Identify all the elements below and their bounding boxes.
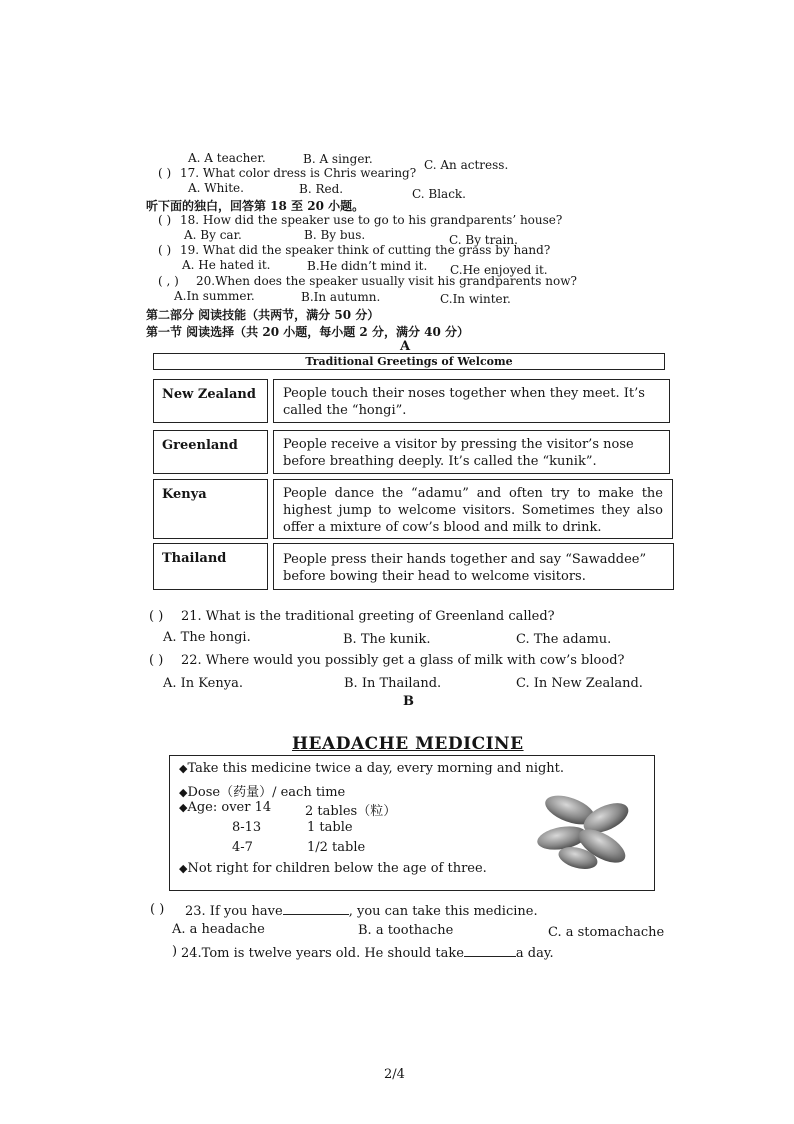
q22-answer-bracket[interactable]: ( ) bbox=[149, 653, 164, 668]
diamond-bullet-icon: ◆ bbox=[179, 762, 188, 775]
q18-answer-bracket[interactable]: ( ) bbox=[158, 213, 172, 227]
diamond-bullet-icon: ◆ bbox=[179, 801, 188, 814]
q22-option-a: A. In Kenya. bbox=[163, 676, 243, 691]
dose-amount-4-7: 1/2 table bbox=[307, 840, 366, 855]
q24-answer-bracket[interactable]: ) bbox=[172, 944, 178, 959]
q21-question: 21. What is the traditional greeting of Greenland called? bbox=[181, 609, 555, 624]
q20-option-b: B.In autumn. bbox=[301, 290, 381, 304]
instruction-line-dose: ◆Dose（药量）/ each time bbox=[179, 785, 346, 800]
q20-answer-bracket[interactable]: ( , ) bbox=[158, 274, 179, 288]
instruction-18-20: 听下面的独白，回答第 18 至 20 小题。 bbox=[146, 199, 365, 213]
q16-option-c: C. An actress. bbox=[424, 158, 509, 172]
age-range-8-13: 8-13 bbox=[232, 820, 262, 835]
pills-image bbox=[532, 790, 644, 874]
q18-option-c: C. By train. bbox=[449, 233, 518, 247]
q23-option-a: A. a headache bbox=[172, 922, 265, 937]
q18-option-a: A. By car. bbox=[184, 228, 242, 242]
country-cell-kenya: Kenya bbox=[153, 479, 268, 539]
q19-option-b: B.He didn’t mind it. bbox=[307, 259, 428, 273]
greeting-cell-new-zealand: People touch their noses together when they meet. It’s called the “hongi”. bbox=[273, 379, 670, 423]
q24-question: 24.Tom is twelve years old. He should take a day. bbox=[181, 946, 554, 961]
country-cell-thailand: Thailand bbox=[153, 543, 268, 590]
greeting-cell-thailand: People press their hands together and say “Sawaddee” before bowing their head to welcome visitors. bbox=[273, 543, 674, 590]
q21-answer-bracket[interactable]: ( ) bbox=[149, 609, 164, 624]
instruction-line-frequency: ◆Take this medicine twice a day, every morning and night. bbox=[179, 761, 565, 776]
dose-amount-8-13: 1 table bbox=[307, 820, 353, 835]
q24-answer-blank[interactable] bbox=[464, 944, 516, 957]
q20-question: 20.When does the speaker usually visit his grandparents now? bbox=[196, 274, 577, 288]
q23-answer-bracket[interactable]: ( ) bbox=[150, 902, 165, 917]
q19-question: 19. What did the speaker think of cutting the grass by hand? bbox=[180, 243, 551, 257]
q16-option-a: A. A teacher. bbox=[188, 151, 266, 165]
greeting-cell-kenya: People dance the “adamu” and often try to make the highest jump to welcome visitors. Sometimes they also offer a mixture of cow’s blood and milk to drink. bbox=[273, 479, 673, 539]
q17-option-a: A. White. bbox=[188, 181, 244, 195]
q19-option-c: C.He enjoyed it. bbox=[450, 263, 548, 277]
passage-b-letter: B bbox=[403, 694, 414, 709]
q23-option-c: C. a stomachache bbox=[548, 925, 665, 940]
diamond-bullet-icon: ◆ bbox=[179, 862, 188, 875]
country-cell-greenland: Greenland bbox=[153, 430, 268, 474]
q23-question: 23. If you have , you can take this medicine. bbox=[185, 904, 538, 919]
dose-amount-over-14: 2 tables（粒） bbox=[305, 804, 397, 819]
part2-heading: 第二部分 阅读技能（共两节，满分 50 分） bbox=[146, 308, 380, 322]
age-range-4-7: 4-7 bbox=[232, 840, 253, 855]
q18-question: 18. How did the speaker use to go to his grandparents’ house? bbox=[180, 213, 563, 227]
q23-answer-blank[interactable] bbox=[283, 902, 349, 915]
country-cell-new-zealand: New Zealand bbox=[153, 379, 268, 423]
instruction-line-age-limit: ◆Not right for children below the age of three. bbox=[179, 861, 487, 876]
q23-option-b: B. a toothache bbox=[358, 923, 454, 938]
q22-question: 22. Where would you possibly get a glass of milk with cow’s blood? bbox=[181, 653, 625, 668]
part2-section1-heading: 第一节 阅读选择（共 20 小题，每小题 2 分，满分 40 分） bbox=[146, 325, 469, 339]
greetings-table-title: Traditional Greetings of Welcome bbox=[153, 353, 665, 370]
q21-option-b: B. The kunik. bbox=[343, 632, 431, 647]
q17-option-b: B. Red. bbox=[299, 182, 344, 196]
passage-a-letter: A bbox=[400, 339, 411, 354]
q21-option-a: A. The hongi. bbox=[163, 630, 251, 645]
greeting-cell-greenland: People receive a visitor by pressing the visitor’s nose before breathing deeply. It’s called the “kunik”. bbox=[273, 430, 670, 474]
q17-question: 17. What color dress is Chris wearing? bbox=[180, 166, 417, 180]
q16-option-b: B. A singer. bbox=[303, 152, 373, 166]
q21-option-c: C. The adamu. bbox=[516, 632, 612, 647]
q18-option-b: B. By bus. bbox=[304, 228, 366, 242]
q20-option-a: A.In summer. bbox=[174, 289, 255, 303]
q22-option-b: B. In Thailand. bbox=[344, 676, 442, 691]
q17-answer-bracket[interactable]: ( ) bbox=[158, 166, 172, 180]
q19-option-a: A. He hated it. bbox=[182, 258, 271, 272]
medicine-title: HEADACHE MEDICINE bbox=[292, 734, 524, 754]
page-number: 2/4 bbox=[384, 1067, 405, 1082]
q17-option-c: C. Black. bbox=[412, 187, 466, 201]
instruction-line-age: ◆Age: over 14 bbox=[179, 800, 272, 815]
medicine-instructions-box bbox=[169, 755, 655, 891]
diamond-bullet-icon: ◆ bbox=[179, 786, 188, 799]
q20-option-c: C.In winter. bbox=[440, 292, 511, 306]
q22-option-c: C. In New Zealand. bbox=[516, 676, 643, 691]
q19-answer-bracket[interactable]: ( ) bbox=[158, 243, 172, 257]
